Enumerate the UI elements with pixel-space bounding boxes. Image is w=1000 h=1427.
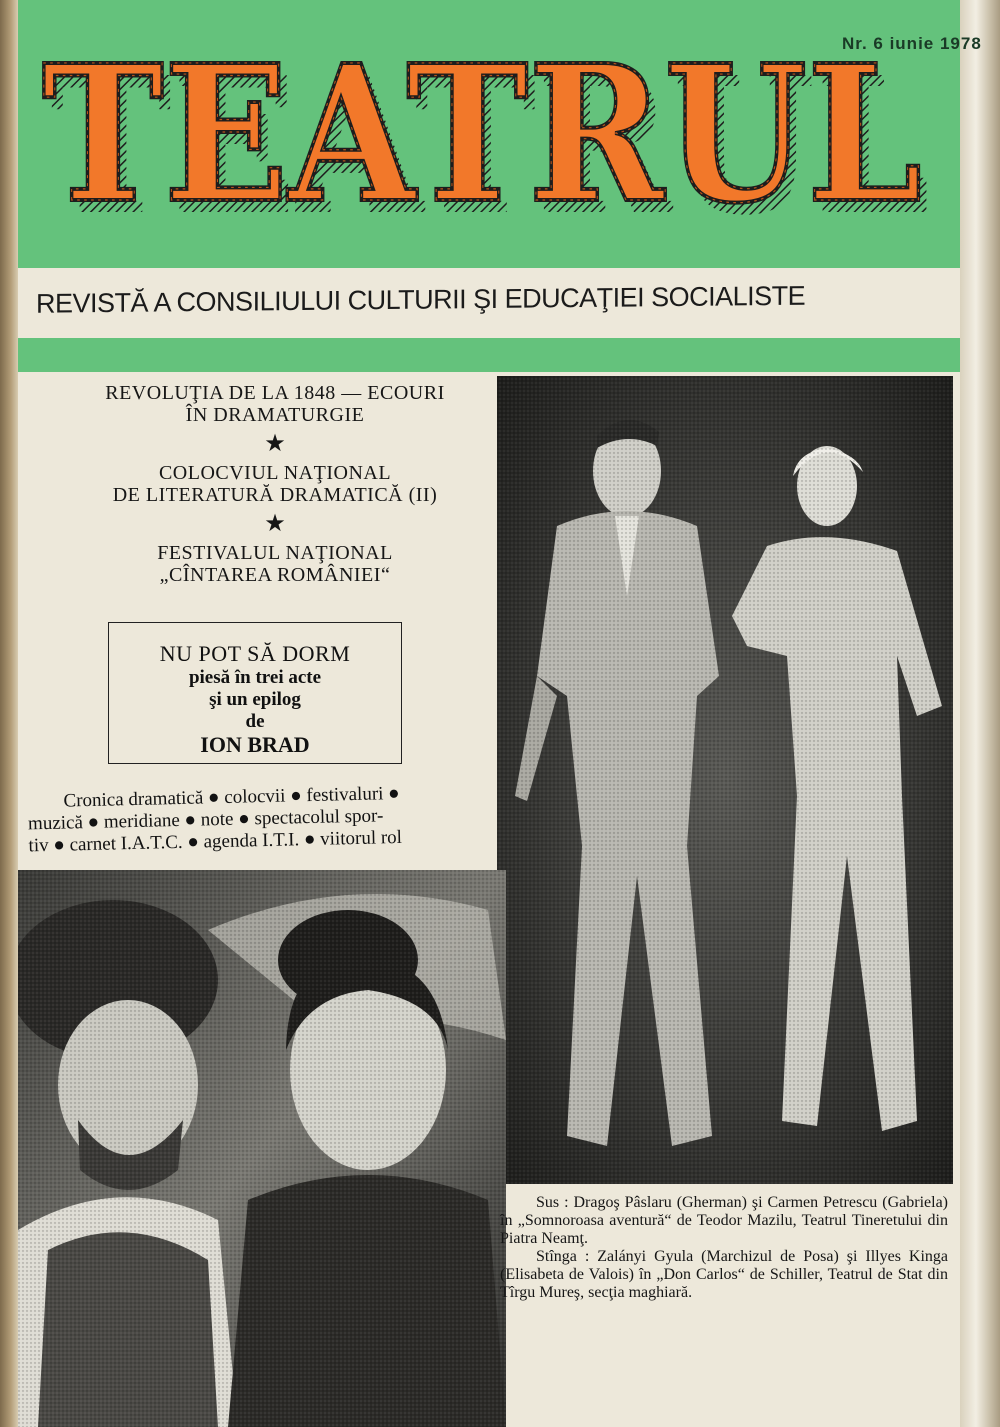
toc-line: FESTIVALUL NAŢIONAL bbox=[157, 542, 393, 564]
svg-text:TEATRUL: TEATRUL bbox=[42, 40, 922, 245]
binding-spine-right bbox=[960, 0, 1000, 1427]
play-author: ION BRAD bbox=[200, 732, 310, 757]
stage-photo-top bbox=[497, 376, 953, 1184]
toc-line: COLOCVIUL NAŢIONAL bbox=[158, 462, 392, 484]
star-icon: ★ bbox=[264, 431, 286, 457]
toc-item-colloquium bbox=[40, 462, 510, 506]
table-of-contents bbox=[40, 382, 510, 586]
rubrics-line: Cronica dramatică ● colocvii ● festivaluri ● bbox=[63, 782, 400, 812]
issue-number: Nr. 6 iunie 1978 bbox=[842, 34, 982, 53]
play-subtitle: şi un epilog bbox=[209, 689, 301, 710]
rubrics-line: muzică ● meridiane ● note ● spectacolul spor- bbox=[27, 805, 384, 835]
stage-photo-left bbox=[18, 870, 506, 1427]
toc-line: DE LITERATURĂ DRAMATICĂ (II) bbox=[112, 484, 438, 506]
toc-item-revolution bbox=[40, 382, 510, 426]
play-subtitle: piesă în trei acte bbox=[188, 667, 322, 688]
play-title: NU POT SĂ DORM bbox=[159, 641, 351, 666]
toc-item-festival bbox=[40, 542, 510, 586]
photo-caption bbox=[500, 1194, 948, 1302]
logo-wordmark: TEATRUL bbox=[42, 40, 922, 245]
toc-line: „CÎNTAREA ROMÂNIEI“ bbox=[159, 564, 391, 586]
magazine-subtitle: REVISTĂ A CONSILIULUI CULTURII ŞI EDUCAŢIEI SOCIALISTE bbox=[36, 280, 806, 319]
toc-line: REVOLUŢIA DE LA 1848 — ECOURI bbox=[105, 382, 445, 404]
svg-text:TEATRUL: TEATRUL bbox=[50, 40, 930, 250]
caption-top: Sus : Dragoş Pâslaru (Gherman) şi Carmen Petrescu (Gabriela) în „Somnoroasa aventură“ de Teodor Mazilu, Teatrul Tineretului din Piatra Neamţ. bbox=[500, 1194, 948, 1247]
play-subtitle: de bbox=[245, 711, 265, 732]
green-stripe bbox=[18, 338, 960, 372]
star-icon: ★ bbox=[264, 511, 286, 537]
featured-play-box bbox=[108, 622, 402, 764]
rubrics-list bbox=[27, 781, 504, 858]
caption-left: Stînga : Zalányi Gyula (Marchizul de Posa) şi Illyes Kinga (Elisabeta de Valois) în „Don Carlos“ de Schiller, Teatrul de Stat din Tîrgu Mureş, secţia maghiară. bbox=[500, 1248, 948, 1301]
toc-line: ÎN DRAMATURGIE bbox=[185, 404, 365, 426]
rubrics-line: tiv ● carnet I.A.T.C. ● agenda I.T.I. ● viitorul rol bbox=[28, 826, 403, 857]
magazine-logo bbox=[38, 40, 950, 250]
binding-spine-left bbox=[0, 0, 18, 1427]
